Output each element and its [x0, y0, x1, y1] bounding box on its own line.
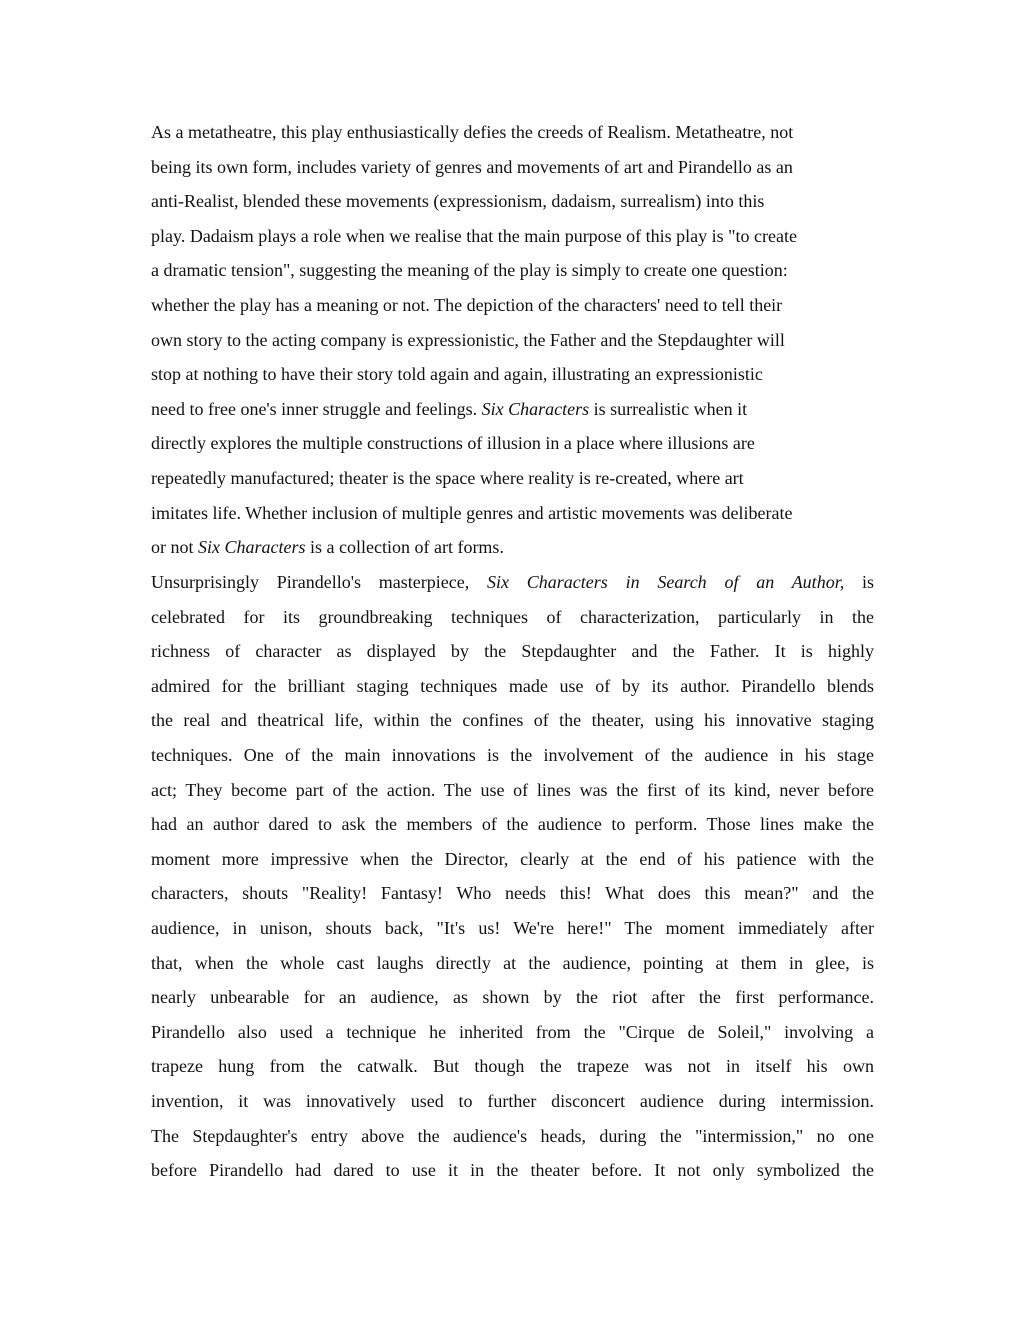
text-line: imitates life. Whether inclusion of multiple genres and artistic movements was deliberate	[151, 502, 793, 523]
text-line: anti-Realist, blended these movements (expressionism, dadaism, surrealism) into this	[151, 191, 765, 212]
text-line: trapeze hung from the catwalk. But though the trapeze was not in itself his own	[151, 1056, 874, 1077]
text-line: Pirandello also used a technique he inherited from the "Cirque de Soleil," involving a	[151, 1021, 874, 1042]
text-line: being its own form, includes variety of genres and movements of art and Pirandello as an	[151, 156, 793, 177]
text-line: characters, shouts "Reality! Fantasy! Who needs this! What does this mean?" and the	[151, 883, 874, 904]
text-line: audience, in unison, shouts back, "It's us! We're here!" The moment immediately after	[151, 917, 874, 938]
text-line: had an author dared to ask the members of the audience to perform. Those lines make the	[151, 814, 874, 835]
text-line: admired for the brilliant staging techniques made use of by its author. Pirandello blends	[151, 675, 874, 696]
text-line: need to free one's inner struggle and feelings. Six Characters is surrealistic when it	[151, 398, 748, 419]
text-line: the real and theatrical life, within the confines of the theater, using his innovative staging	[151, 710, 874, 731]
text-line: before Pirandello had dared to use it in the theater before. It not only symbolized the	[151, 1160, 874, 1181]
text-line: act; They become part of the action. The use of lines was the first of its kind, never before	[151, 779, 874, 800]
text-line: Unsurprisingly Pirandello's masterpiece, Six Characters in Search of an Author, is	[151, 572, 874, 592]
text-line: whether the play has a meaning or not. The depiction of the characters' need to tell their	[151, 294, 783, 315]
text-line: moment more impressive when the Director, clearly at the end of his patience with the	[151, 848, 874, 869]
play-title-italic: Six Characters	[198, 537, 306, 558]
text-line: that, when the whole cast laughs directly at the audience, pointing at them in glee, is	[151, 952, 874, 973]
text-line: nearly unbearable for an audience, as shown by the riot after the first performance.	[151, 987, 874, 1008]
text-line: richness of character as displayed by the Stepdaughter and the Father. It is highly	[151, 641, 874, 662]
text-line: celebrated for its groundbreaking techniques of characterization, particularly in the	[151, 606, 874, 627]
text-line: invention, it was innovatively used to further disconcert audience during intermission.	[151, 1090, 874, 1111]
text-line: a dramatic tension", suggesting the meaning of the play is simply to create one question:	[151, 260, 788, 281]
play-title-italic: Six Characters in Search of an Author,	[487, 572, 845, 592]
text-line: The Stepdaughter's entry above the audience's heads, during the "intermission," no one	[151, 1125, 874, 1146]
paragraph-masterpiece	[151, 565, 874, 1188]
text-line: As a metatheatre, this play enthusiastically defies the creeds of Realism. Metatheatre, not	[151, 122, 794, 142]
text-line: own story to the acting company is expressionistic, the Father and the Stepdaughter will	[151, 329, 785, 350]
text-line: stop at nothing to have their story told again and again, illustrating an expressionistic	[151, 364, 763, 385]
text-line: techniques. One of the main innovations is the involvement of the audience in his stage	[151, 744, 874, 765]
text-line: repeatedly manufactured; theater is the space where reality is re-created, where art	[151, 467, 744, 488]
text-line: or not Six Characters is a collection of art forms.	[151, 537, 504, 558]
text-line: play. Dadaism plays a role when we realise that the main purpose of this play is "to create	[151, 225, 797, 246]
text-line: directly explores the multiple constructions of illusion in a place where illusions are	[151, 433, 755, 454]
play-title-italic: Six Characters	[481, 398, 590, 419]
paragraph-metatheatre	[151, 115, 874, 565]
